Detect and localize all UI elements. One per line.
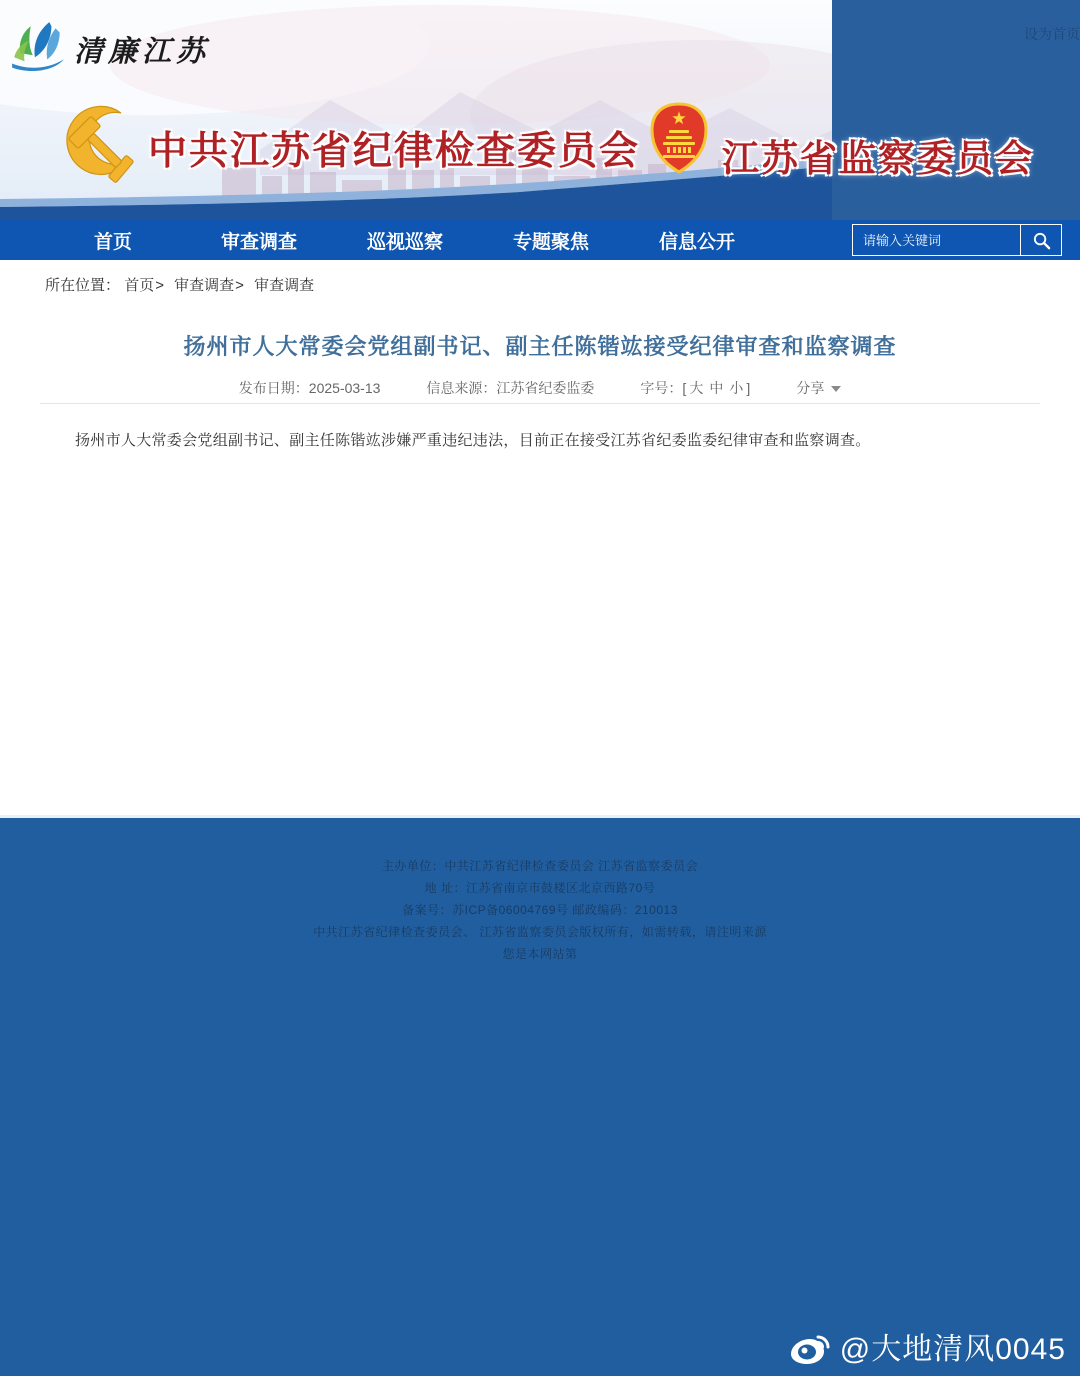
breadcrumb-home[interactable]: 首页 [124, 277, 155, 294]
main-navbar [0, 220, 1080, 260]
search-button[interactable] [1021, 225, 1061, 255]
search-box [852, 224, 1062, 256]
article-body: 扬州市人大常委会党组副书记、副主任陈锴竑涉嫌严重违纪违法，目前正在接受江苏省纪委监委纪律审查和监察调查。 [75, 432, 871, 449]
footer-copyright: 中共江苏省纪律检查委员会、 江苏省监察委员会版权所有，如需转载，请注明来源 [313, 925, 767, 939]
font-size-control [640, 378, 750, 398]
breadcrumb-section[interactable]: 审查调查 [174, 277, 235, 294]
nav-item-information-disclosure[interactable]: 信息公开 [658, 231, 735, 253]
article-meta-row [40, 372, 1040, 404]
header-banner [0, 0, 1080, 220]
info-source-value: 江苏省纪委监委 [496, 379, 595, 396]
nav-item-review-investigation[interactable]: 审查调查 [220, 231, 297, 253]
supervision-commission-banner [650, 102, 1034, 182]
breadcrumb [45, 274, 314, 295]
weibo-handle: @大地清风0045 [839, 1333, 1066, 1366]
search-input[interactable] [853, 225, 1020, 255]
footer-lines [0, 818, 1080, 965]
share-dropdown-icon [831, 386, 841, 392]
breadcrumb-separator: > [235, 277, 244, 294]
footer-visitor-counter: 您是本网站第 [502, 947, 578, 961]
font-size-large-button[interactable]: 大 [689, 379, 704, 396]
font-size-small-button[interactable]: 小 [729, 379, 744, 396]
set-homepage-link[interactable]: 设为首页 [1024, 26, 1080, 42]
info-source-label: 信息来源： [426, 379, 497, 396]
nav-item-special-topics[interactable]: 专题聚焦 [512, 231, 589, 253]
discipline-commission-banner [58, 98, 640, 198]
publish-date-value: 2025-03-13 [308, 379, 381, 396]
breadcrumb-separator: > [155, 277, 164, 294]
font-size-bracket-open: [ [682, 379, 687, 396]
footer-organizer: 主办单位：中共江苏省纪律检查委员会 江苏省监察委员会 [381, 859, 699, 873]
weibo-icon [790, 1327, 834, 1365]
site-logo[interactable] [8, 18, 210, 80]
page-footer [0, 815, 1080, 1376]
publish-date [239, 378, 381, 398]
site-logo-icon [8, 18, 70, 80]
font-size-medium-button[interactable]: 中 [709, 379, 724, 396]
search-icon [1032, 231, 1051, 250]
national-emblem-icon [650, 102, 708, 174]
share-label: 分享 [796, 379, 825, 396]
breadcrumb-prefix: 所在位置： [45, 277, 121, 294]
nav-item-inspection[interactable]: 巡视巡察 [366, 231, 443, 253]
info-source [426, 378, 594, 398]
weibo-watermark [790, 1324, 1066, 1368]
breadcrumb-current[interactable]: 审查调查 [254, 277, 315, 294]
font-size-bracket-close: ] [746, 379, 751, 396]
publish-date-label: 发布日期： [238, 379, 309, 396]
org-discipline-title: 中共江苏省纪律检查委员会 [148, 130, 641, 173]
org-supervision-title: 江苏省监察委员会 [722, 138, 1034, 179]
site-logo-text: 清廉江苏 [74, 33, 211, 68]
nav-item-home[interactable]: 首页 [93, 231, 132, 253]
font-size-label: 字号： [640, 379, 683, 396]
share-button[interactable] [796, 378, 841, 398]
footer-icp-record: 备案号：苏ICP备06004769号 邮政编码：210013 [402, 903, 678, 917]
party-emblem-icon [58, 103, 138, 193]
article-title: 扬州市人大常委会党组副书记、副主任陈锴竑接受纪律审查和监察调查 [183, 334, 897, 359]
footer-address: 地 址：江苏省南京市鼓楼区北京西路70号 [424, 881, 656, 895]
